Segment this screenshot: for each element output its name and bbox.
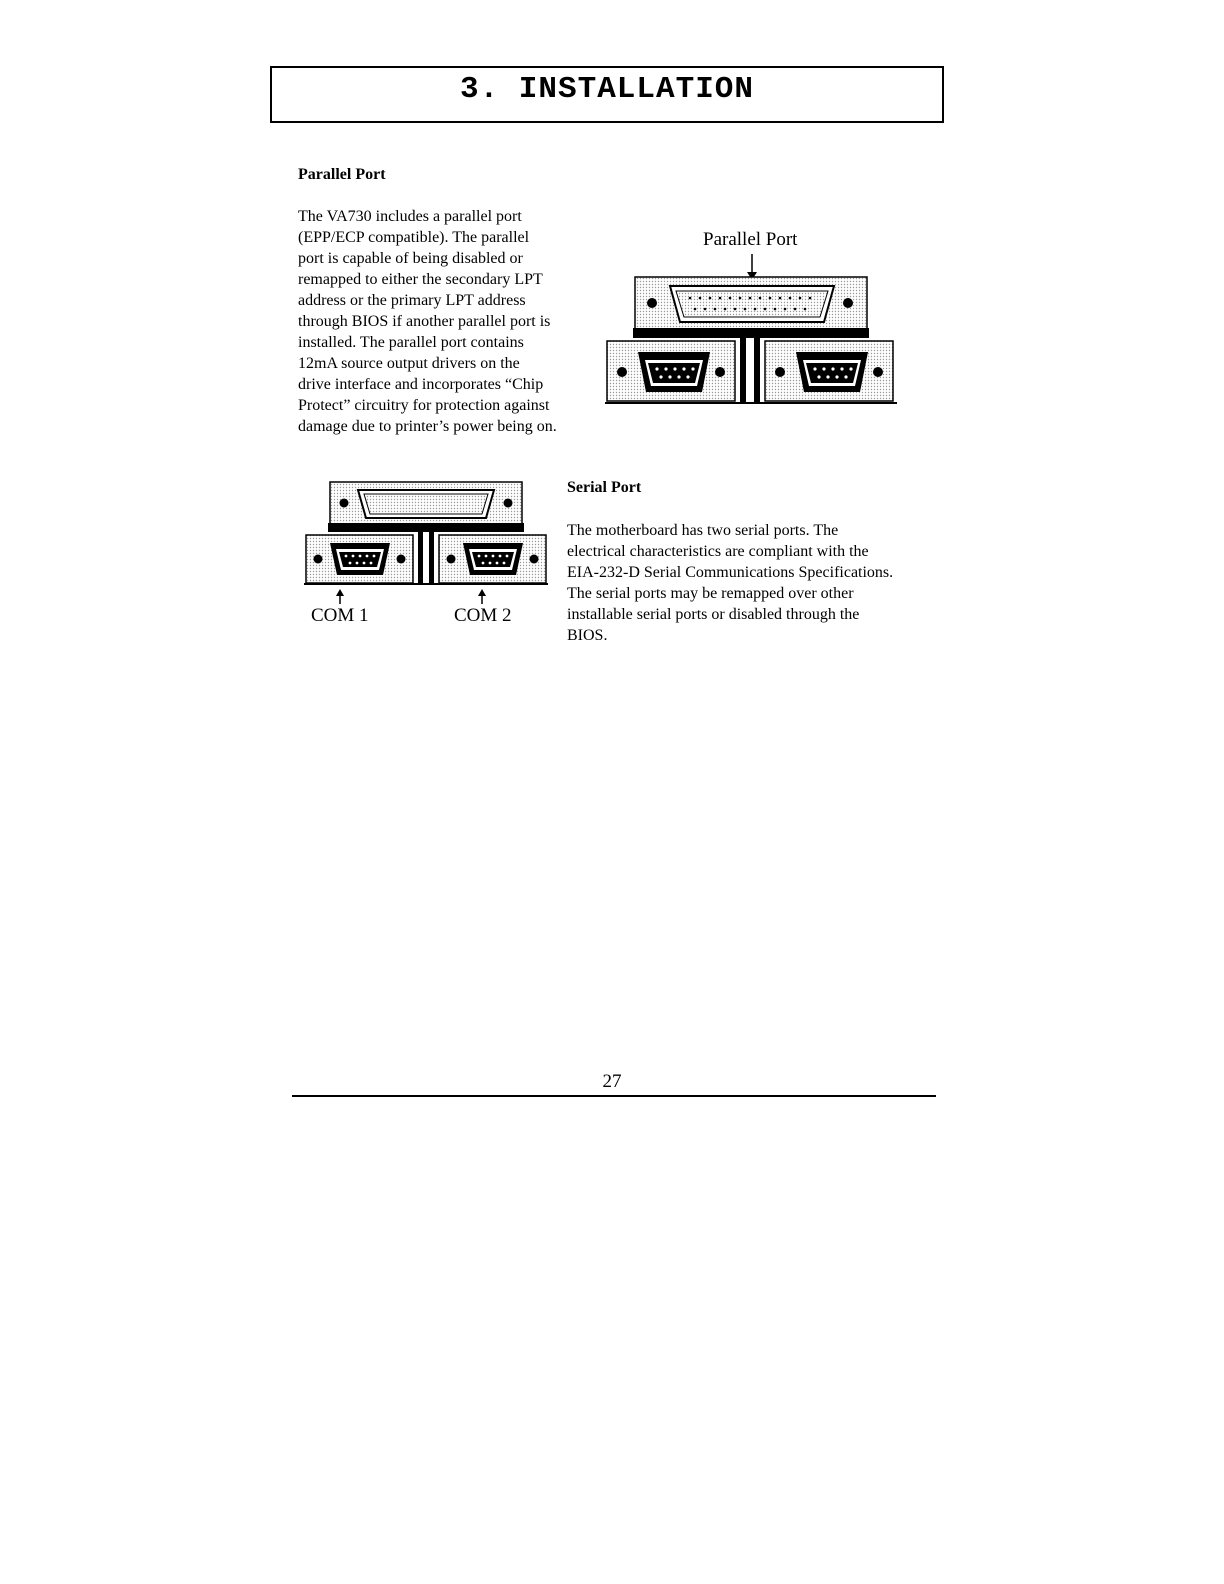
paragraph-line: remapped to either the secondary LPT xyxy=(298,271,543,288)
paragraph-line: The motherboard has two serial ports. The xyxy=(567,522,839,539)
paragraph-line: 12mA source output drivers on the xyxy=(298,355,520,372)
chapter-title: 3. INSTALLATION xyxy=(459,72,755,107)
paragraph-line: port is capable of being disabled or xyxy=(298,250,523,267)
chapter-header xyxy=(270,66,944,123)
paragraph-line: through BIOS if another parallel port is xyxy=(298,313,551,330)
com2-label: COM 2 xyxy=(454,605,512,626)
paragraph-line: Protect” circuitry for protection against xyxy=(298,397,550,414)
paragraph-line: EIA-232-D Serial Communications Specifications. xyxy=(567,564,894,581)
paragraph-line: BIOS. xyxy=(567,627,608,644)
serial-port-heading: Serial Port xyxy=(567,479,642,496)
paragraph-line: damage due to printer’s power being on. xyxy=(298,418,557,435)
paragraph-line: (EPP/ECP compatible). The parallel xyxy=(298,229,530,246)
parallel-port-diagram xyxy=(600,250,900,410)
paragraph-line: electrical characteristics are compliant with the xyxy=(567,543,869,560)
serial-port-diagram xyxy=(300,480,550,600)
footer-divider xyxy=(292,1095,936,1097)
paragraph-line: The VA730 includes a parallel port xyxy=(298,208,522,225)
parallel-port-heading: Parallel Port xyxy=(298,166,386,183)
paragraph-line: installable serial ports or disabled through the xyxy=(567,606,860,623)
page-number: 27 xyxy=(602,1071,622,1092)
paragraph-line: installed. The parallel port contains xyxy=(298,334,524,351)
com1-label: COM 1 xyxy=(311,605,369,626)
paragraph-line: The serial ports may be remapped over other xyxy=(567,585,854,602)
paragraph-line: drive interface and incorporates “Chip xyxy=(298,376,544,393)
serial-port-paragraph xyxy=(567,520,893,646)
parallel-port-paragraph xyxy=(298,206,557,437)
parallel-port-figure-label: Parallel Port xyxy=(703,229,798,250)
paragraph-line: address or the primary LPT address xyxy=(298,292,526,309)
